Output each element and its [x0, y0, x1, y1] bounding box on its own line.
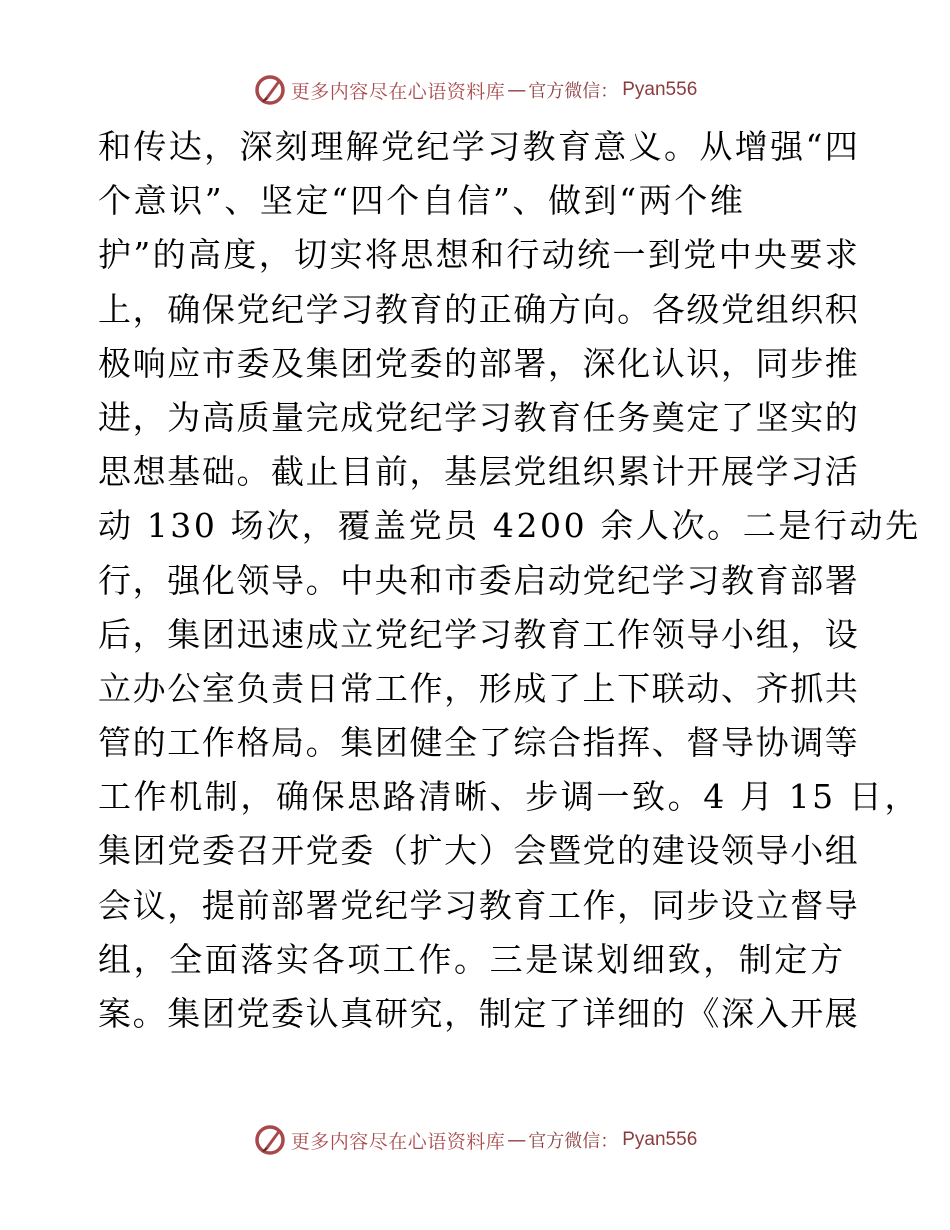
footer-site-text: 更多内容尽在心语资料库: [290, 1130, 506, 1153]
body-line: 和 传 达 ， 深 刻 理 解 党 纪 学 习 教 育 意 义 。 从 增 强 “ 四: [98, 127, 858, 166]
quill-logo-icon: [253, 73, 287, 107]
header-separator: —: [507, 79, 527, 101]
body-line: 个意识”、坚定“四个自信”、做到“两个维: [98, 181, 746, 221]
body-line: 护 ” 的 高 度 ， 切 实 将 思 想 和 行 动 统 一 到 党 中 央 要 求: [98, 235, 858, 275]
header-wechat-label: 官方微信：: [528, 81, 619, 102]
page-header-banner: [0, 70, 950, 110]
body-line: 组，全面落实各项工作。三是谋划细致，制定方: [98, 939, 846, 979]
footer-wechat-label: 官方微信：: [528, 1131, 619, 1152]
page-footer-banner: [0, 1120, 950, 1160]
body-line: 管 的 工 作 格 局 。 集 团 健 全 了 综 合 指 挥 、 督 导 协 调 等: [98, 723, 858, 763]
footer-separator: —: [507, 1129, 527, 1151]
document-body: [98, 120, 921, 1041]
body-line: 上 ， 确 保 党 纪 学 习 教 育 的 正 确 方 向 。 各 级 党 组 织 积: [98, 289, 858, 329]
body-line: 工作机制，确保思路清晰、步调一致。4 月 15 日，: [98, 777, 921, 817]
body-line: 会 议 ， 提 前 部 署 党 纪 学 习 教 育 工 作 ， 同 步 设 立 督 导: [98, 885, 858, 925]
body-line: 动 130 场次，覆盖党员 4200 余人次。二是行动先: [98, 506, 921, 546]
header-wechat-id: Pyan556: [622, 79, 698, 100]
body-line: 立 办 公 室 负 责 日 常 工 作 ， 形 成 了 上 下 联 动 、 齐 抓 共: [98, 668, 858, 708]
body-line: 进 ， 为 高 质 量 完 成 党 纪 学 习 教 育 任 务 奠 定 了 坚 实 的: [98, 397, 858, 437]
quill-logo-icon: [253, 1123, 287, 1157]
footer-wechat-id: Pyan556: [622, 1129, 698, 1150]
body-line: 思 想 基 础 。 截 止 目 前 ， 基 层 党 组 织 累 计 开 展 学 习 活: [98, 452, 858, 492]
body-line: 案 。 集 团 党 委 认 真 研 究 ， 制 定 了 详 细 的 《 深 入 开 展: [98, 994, 858, 1033]
body-line: 极 响 应 市 委 及 集 团 党 委 的 部 署 ， 深 化 认 识 ， 同 步 推: [98, 343, 858, 383]
body-line: 行 ， 强 化 领 导 。 中 央 和 市 委 启 动 党 纪 学 习 教 育 部 署: [98, 560, 858, 600]
header-site-text: 更多内容尽在心语资料库: [290, 80, 506, 103]
body-line: 后 ， 集 团 迅 速 成 立 党 纪 学 习 教 育 工 作 领 导 小 组 ， 设: [98, 614, 858, 654]
body-line: 集 团 党 委 召 开 党 委 （ 扩 大 ） 会 暨 党 的 建 设 领 导 小 组: [98, 831, 858, 871]
